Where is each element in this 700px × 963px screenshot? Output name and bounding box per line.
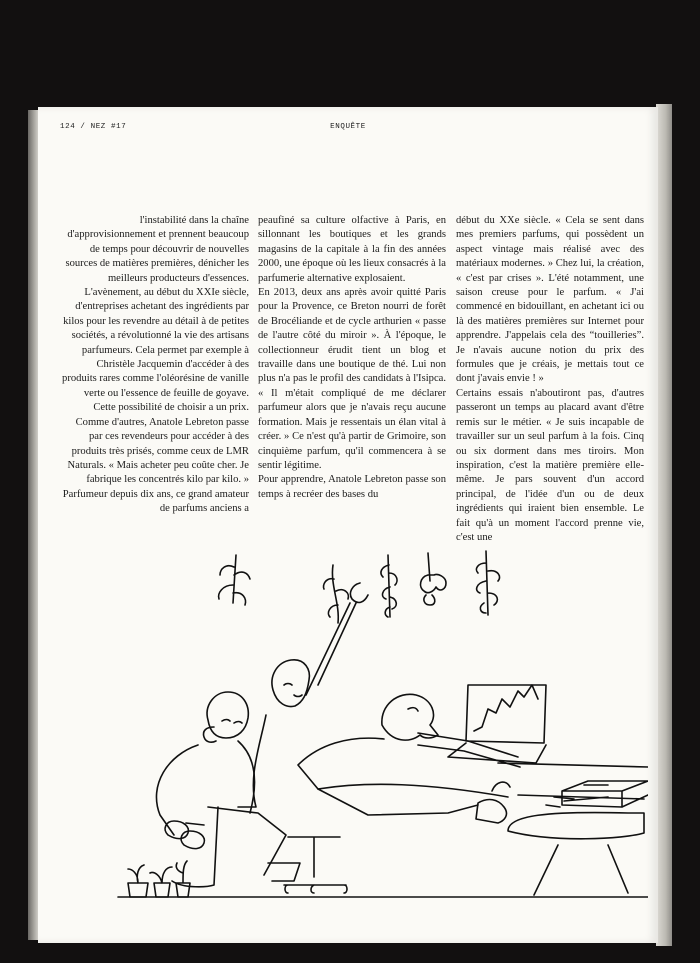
person-left — [156, 692, 300, 887]
page-edge-right — [656, 104, 672, 946]
person-reaching — [238, 583, 368, 807]
hanging-herbs — [219, 551, 500, 623]
page-folio: 124 / NEZ #17 — [60, 123, 127, 131]
paragraph: l'instabilité dans la chaîne d'approvisionnement et prennent beaucoup de temps pour découvrir de nouvelles sources de matières premières, dénicher les meilleurs producteurs d'essences. — [65, 215, 249, 284]
office-chair — [284, 837, 347, 893]
text-column-3 — [456, 214, 644, 545]
text-column-1 — [61, 214, 249, 517]
potted-plants — [128, 861, 190, 897]
paragraph: Certains essais n'aboutiront pas, d'autres passeront un temps au placard avant d'être remis sur le métier. « Je suis incapable de travailler sur un seul parfum à la fois. Cinq ou six dorment dans mes tiroirs. Mon inspiration, c'est la matière première elle-même. Je pars souvent d'un accord principal, de l'idée d'un ou de deux ingrédients qui iraient bien ensemble. Le fait qu'à un moment l'accord prenne vie, c'est une — [456, 387, 644, 543]
magazine-page — [38, 107, 658, 943]
text-column-2 — [258, 214, 446, 502]
paragraph: Cette possibilité de choisir a un prix. Comme d'autres, Anatole Lebreton passe par ces revendeurs pour accéder à des produits très prisés, comme ceux de LMR Naturals. « Mais acheter peu coûte cher. Je fabrique les concentrés kilo par kilo. » Parfumeur depuis dix ans, ce grand amateur de parfums anciens a — [62, 402, 249, 515]
page-edge-left — [28, 110, 38, 940]
paragraph: peaufiné sa culture olfactive à Paris, en sillonnant les boutiques et les grands magasins de la capitale à la fin des années 2000, une époque où les lieux consacrés à la parfumerie alternative explosaient. — [258, 215, 446, 284]
section-title: ENQUÊTE — [330, 123, 366, 131]
paragraph: L'avènement, au début du XXIe siècle, d'entreprises achetant des ingrédients par kilos pour les revendre au détail à de petites sociétés, a révolutionné la vie des artisans parfumeurs. Cela permet par exemple à Christèle Jacquemin d'accéder à des produits rares comme l'oléorésine de vanille verte ou l'essence de feuille de goyave. — [62, 287, 249, 399]
paragraph: début du XXe siècle. « Cela se sent dans mes premiers parfums, qui possèdent un aspect vintage mais réalisé avec des matériaux modernes. » Chez lui, la création, « c'est par crises ». L'été notamment, une saison creuse pour le parfum. « J'ai commencé en bidouillant, en achetant ici ou là des matières premières sur Internet pour apprendre. J'appelais cela des “touilleries”. Je n'avais aucune notion du prix des formules que je créais, je mettais tout ce dont j'avais envie ! » — [456, 215, 644, 385]
paragraph: Pour apprendre, Anatole Lebreton passe son temps à recréer des bases du — [258, 474, 446, 500]
perfumer-illustration — [88, 545, 648, 910]
paragraph: En 2013, deux ans après avoir quitté Paris pour la Provence, ce Breton nourri de forêt de Brocéliande et de cycle arthurien « passe de l'autre côté du miroir ». À l'époque, le collectionneur érudit tient un blog et travaille dans une boutique de thé. Lui non plus n'a pas le profil des candidats à l'Isipca. « Il m'était compliqué de me déclarer parfumeur alors que je n'avais reçu aucune formation. Mais je ressentais un élan vital à créer. » Ce n'est qu'à partir de Grimoire, son cinquième parfum, qu'il commencera à se sentir légitime. — [258, 287, 446, 471]
